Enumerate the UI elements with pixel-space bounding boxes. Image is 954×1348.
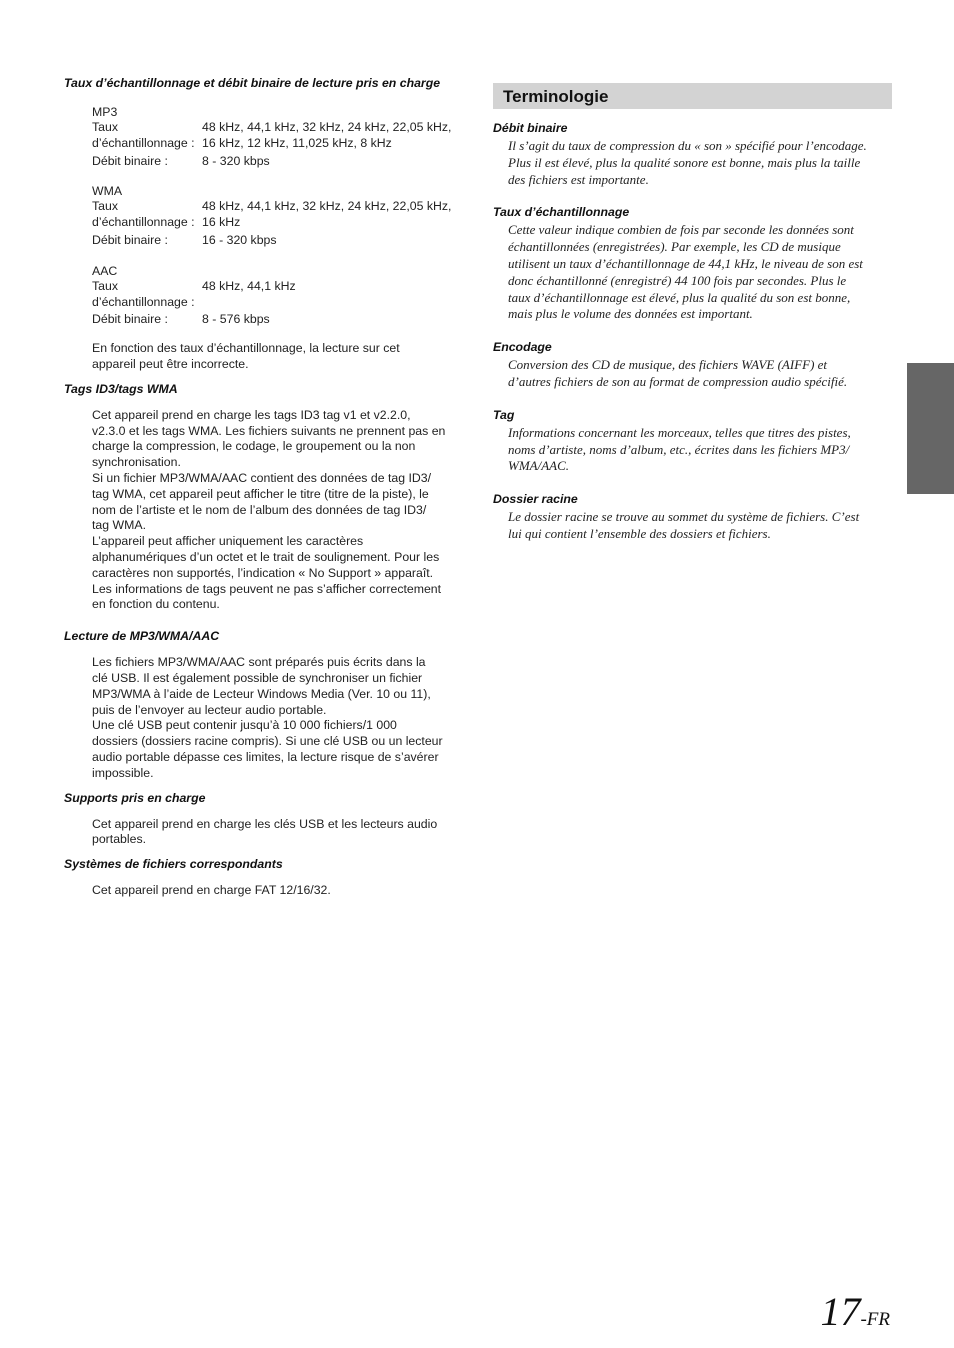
text-line: Plus il est élevé, plus la qualité sonore est bonne, mais plus la taille <box>508 154 861 170</box>
text-line: Les informations de tags peuvent ne pas s’afficher correctement <box>92 581 442 596</box>
spec-label: Débit binaire : <box>92 153 168 168</box>
text-line: audio portable dépasse ces limites, la lecture risque de s’avérer <box>92 749 439 764</box>
spec-row-bitrate <box>92 312 462 328</box>
spec-value: 48 kHz, 44,1 kHz <box>202 278 296 293</box>
text-line: Cet appareil prend en charge les tags ID3 tag v1 et v2.2.0, <box>92 407 411 422</box>
terminology-title: Terminologie <box>493 83 892 109</box>
spec-label: Taux <box>92 199 118 214</box>
text-line: L’appareil peut afficher uniquement les caractères <box>92 534 364 549</box>
spec-label: d’échantillonnage : <box>92 135 195 150</box>
spec-row-rate <box>92 279 462 295</box>
text-line: appareil peut être incorrecte. <box>92 356 249 371</box>
text-line: d’autres fichiers de son au format de compression audio spécifié. <box>508 373 848 389</box>
text-line: clé USB. Il est également possible de synchroniser un fichier <box>92 670 423 685</box>
text-line: alphanumériques d’un octet et le trait de soulignement. Pour les <box>92 549 440 564</box>
term-heading: Dossier racine <box>493 492 578 507</box>
heading-tags: Tags ID3/tags WMA <box>64 381 178 396</box>
text-line: synchronisation. <box>92 455 181 470</box>
text-line: Cet appareil prend en charge les clés USB et les lecteurs audio <box>92 816 438 831</box>
text-line: tag WMA. <box>92 518 146 533</box>
left-column <box>64 76 462 899</box>
rates-block <box>64 104 462 373</box>
text-line: Les fichiers MP3/WMA/AAC sont préparés puis écrits dans la <box>92 655 426 670</box>
term-definition <box>493 357 892 391</box>
heading-lecture: Lecture de MP3/WMA/AAC <box>64 629 220 644</box>
term-definition <box>493 509 892 543</box>
text-line: tag WMA, cet appareil peut afficher le titre (titre de la piste), le <box>92 486 429 501</box>
text-line: mais plus le volume des données est important. <box>508 306 753 322</box>
tags-body <box>64 408 462 613</box>
format-name-mp3: MP3 <box>92 105 118 119</box>
page-language-suffix: -FR <box>860 1309 890 1330</box>
spec-row-bitrate <box>92 154 462 170</box>
lecture-body <box>64 655 462 781</box>
term-heading: Encodage <box>493 340 552 355</box>
text-line: Si un fichier MP3/WMA/AAC contient des données de tag ID3/ <box>92 470 432 485</box>
term-entry <box>493 121 892 188</box>
spec-value: 8 - 576 kbps <box>202 312 270 327</box>
chapter-side-tab <box>907 363 954 494</box>
spec-label: Débit binaire : <box>92 232 168 247</box>
spec-label: Taux <box>92 278 118 293</box>
text-line: Informations concernant les morceaux, telles que titres des pistes, <box>508 424 851 440</box>
text-line: lui qui contient l’ensemble des dossiers et fichiers. <box>508 525 771 541</box>
text-line: donc échantillonné (enregistré) 44 100 fois par secondes. Plus le <box>508 272 847 288</box>
rates-note <box>92 341 462 373</box>
spec-value: 16 - 320 kbps <box>202 232 277 247</box>
spec-row-rate <box>92 120 462 136</box>
text-line: noms d’artiste, noms d’album, etc., écrites dans les fichiers MP3/ <box>508 441 850 457</box>
text-line: dossiers (dossiers racine compris). Si une clé USB ou un lecteur <box>92 734 443 749</box>
spec-value: 16 kHz <box>202 215 241 230</box>
text-line: des fichiers est importante. <box>508 171 649 187</box>
text-line: Cette valeur indique combien de fois par seconde les données sont <box>508 222 854 238</box>
text-line: Cet appareil prend en charge FAT 12/16/32. <box>92 883 331 898</box>
term-definition <box>493 222 892 323</box>
term-entry <box>493 340 892 391</box>
spec-row-rate-cont <box>92 136 462 152</box>
text-line: caractères non supportés, l’indication « No Support » apparaît. <box>92 565 434 580</box>
spec-value <box>202 295 462 311</box>
term-entry <box>493 408 892 475</box>
text-line: charge la compression, le codage, le groupement ou la non <box>92 439 416 454</box>
spec-value: 48 kHz, 44,1 kHz, 32 kHz, 24 kHz, 22,05 kHz, <box>202 199 452 214</box>
term-heading: Tag <box>493 407 515 422</box>
text-line: nom de l’artiste et le nom de l’album des données de tag ID3/ <box>92 502 427 517</box>
spec-label: Taux <box>92 120 118 134</box>
text-line: v2.3.0 et les tags WMA. Les fichiers suivants ne prennent pas en <box>92 423 446 438</box>
text-line: impossible. <box>92 765 154 780</box>
spec-label: Débit binaire : <box>92 312 168 327</box>
term-definition <box>493 138 892 188</box>
format-name-aac: AAC <box>92 263 118 278</box>
term-entry <box>493 205 892 323</box>
text-line: puis de l’envoyer au lecteur audio portable. <box>92 702 327 717</box>
page-number-value: 17 <box>820 1289 861 1334</box>
spec-row-rate <box>92 199 462 215</box>
heading-supports: Supports pris en charge <box>64 790 206 805</box>
right-column <box>493 83 892 543</box>
term-definition <box>493 425 892 475</box>
spec-row-rate-cont <box>92 295 462 311</box>
spec-value: 8 - 320 kbps <box>202 153 270 168</box>
format-name-wma: WMA <box>92 184 123 199</box>
spec-label: d’échantillonnage : <box>92 215 195 230</box>
text-line: Le dossier racine se trouve au sommet du système de fichiers. C’est <box>508 509 860 525</box>
spec-value: 48 kHz, 44,1 kHz, 32 kHz, 24 kHz, 22,05 kHz, <box>202 120 452 134</box>
spec-value: 16 kHz, 12 kHz, 11,025 kHz, 8 kHz <box>202 135 392 150</box>
text-line: MP3/WMA à l’aide de Lecteur Windows Media (Ver. 10 ou 11), <box>92 686 431 701</box>
text-line: Une clé USB peut contenir jusqu’à 10 000 fichiers/1 000 <box>92 718 397 733</box>
text-line: utilisent un taux d’échantillonnage de 44,1 kHz, le niveau de son est <box>508 255 863 271</box>
spec-row-rate-cont <box>92 215 462 231</box>
term-entry <box>493 492 892 543</box>
text-line: WMA/AAC. <box>508 458 570 474</box>
spec-label: d’échantillonnage : <box>92 294 195 309</box>
heading-systemes: Systèmes de fichiers correspondants <box>64 857 283 872</box>
term-heading: Débit binaire <box>493 121 568 135</box>
text-line: en fonction du contenu. <box>92 597 220 612</box>
text-line: Il s’agit du taux de compression du « son » spécifié pour l’encodage. <box>508 138 867 153</box>
supports-body <box>64 817 462 849</box>
text-line: Conversion des CD de musique, des fichiers WAVE (AIFF) et <box>508 357 828 373</box>
term-heading: Taux d’échantillonnage <box>493 205 630 220</box>
text-line: portables. <box>92 832 147 847</box>
heading-rates: Taux d’échantillonnage et débit binaire de lecture pris en charge <box>64 76 441 90</box>
text-line: En fonction des taux d’échantillonnage, la lecture sur cet <box>92 341 400 356</box>
page-number <box>820 1288 890 1335</box>
text-line: échantillonnées (enregistrées). Par exemple, les CD de musique <box>508 239 841 255</box>
spec-row-bitrate <box>92 233 462 249</box>
systemes-body <box>64 883 462 899</box>
text-line: taux d’échantillonnage est élevé, plus la qualité du son est bonne, <box>508 289 851 305</box>
